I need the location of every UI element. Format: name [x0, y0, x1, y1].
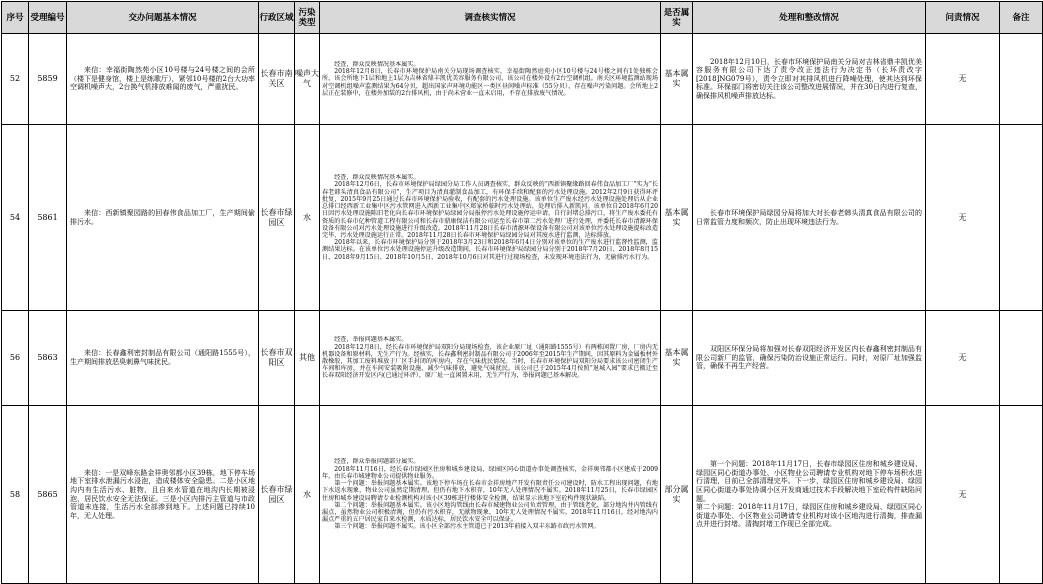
- table-row: [2, 125, 1043, 311]
- issue-text: 来信：一是双峰东路金祥奥邻都小区39栋，地下停车场地下室排水泄漏污水浸泡，造成楼体安全隐患。二是小区地沟内有生活污水、脏物，且自来水管道在地沟内长期被浸泡，居民饮水安全无法保证。三是小区内排污主管道与市政管道未连接，生活污水全部渗到地下。上述问题已持续10年，无人处理。: [70, 468, 255, 520]
- cell-verified: 部分属实: [661, 406, 693, 584]
- table-row: [2, 311, 1043, 406]
- handling-text: 长春市环境保护局绿园分局将加大对长春老韩头清真食品有限公司的日常监管力度和频次，防止出现环境违法行为。: [696, 208, 922, 226]
- handling-text: 双阳区环保分局将加强对长春双阳经济开发区内长春鑫利密封制品有限公司新厂的监管，确保污染防治设施正常运行。同时，对原厂址加强监管，确保不再生产经营。: [696, 345, 922, 371]
- cell-accept-no: 5861: [29, 125, 67, 311]
- cell-handling: [693, 406, 926, 584]
- investigation-paragraph: 2018年11月16日，经长春市绿园区住房和城乡建设局、绿园区同心街道办事处调查核实，金祥奥邻都小区建成于2009年，由长春市城建物业公司提供物业服务。: [322, 465, 658, 480]
- header-pollution-type: 污染类型: [295, 2, 320, 34]
- investigation-paragraph: 第一个问题：举报问题基本属实。该地下停车场在长春市金祥房地产开发有限责任公司建设时，防水工程出现问题，有地下水返水现象，物业公司虽然定期清理，但仍有地下水积存，10年无人处理情况不属实。2018年11月25日，长春市绿园区住房和城乡建设局聘请专业检测机构对该小区39栋进行楼体安全检测，结果显示该地下室砼构件现状缺陷。: [322, 480, 658, 502]
- header-accountability: 问责情况: [926, 2, 1000, 34]
- cell-pollution-type: 其他: [295, 311, 320, 406]
- cell-no: 58: [2, 406, 29, 584]
- cell-district: 长春市双阳区: [259, 311, 295, 406]
- cell-remark: [1000, 34, 1043, 125]
- cell-handling: [693, 34, 926, 125]
- cell-accountability: 无: [926, 125, 1000, 311]
- cell-investigation: [320, 34, 661, 125]
- cell-investigation: [320, 406, 661, 584]
- cell-verified: 基本属实: [661, 34, 693, 125]
- header-handling: 处理和整改情况: [693, 2, 926, 34]
- cell-investigation: [320, 125, 661, 311]
- header-district: 行政区域: [259, 2, 295, 34]
- table-row: [2, 34, 1043, 125]
- cell-accept-no: 5859: [29, 34, 67, 125]
- issue-text: 来信：幸福街陶然苑小区10号楼与24号楼之间的会所（楼下是健身馆，楼上是练歌厅），紧邻10号楼的2台大功率空调机噪声大，2台换气机排放难闻的废气，严重扰民。: [70, 66, 255, 92]
- cell-pollution-type: 噪声大气: [295, 34, 320, 125]
- cell-issue: [67, 125, 259, 311]
- investigation-paragraph: 2018年12月8日，长春市环境保护局南关分局现场调查核实，幸福街陶然庭苑小区10号楼与24号楼之间有1处独栋会所，该会所地下1层和地上1层为吉林省鼎丰凯优美容服务有限公司，该公司在楼外设有2台空调机组。南关区环境监测站现场对空调机组噪声监测结果为64分贝，超出国家声环境功能区一类区昼间噪声标准（55分贝），存在噪声污染问题。会所地上2层正在装修中，在楼外加装的2台排风机，由于尚未营业一直未启用，不存在排放废气情况。: [322, 68, 658, 97]
- cell-handling: [693, 125, 926, 311]
- header-investigation: 调查核实情况: [320, 2, 661, 34]
- cell-pollution-type: 水: [295, 125, 320, 311]
- issue-text: 来信：西新镇聚园路的回春伟食品加工厂，生产期间偷排污水。: [70, 208, 255, 226]
- header-remark: 备注: [1000, 2, 1043, 34]
- complaint-table: [1, 1, 1043, 584]
- cell-issue: [67, 34, 259, 125]
- cell-issue: [67, 311, 259, 406]
- cell-no: 56: [2, 311, 29, 406]
- cell-accountability: 无: [926, 311, 1000, 406]
- handling-text: 第一个问题：2018年11月17日，长春市绿园区住房和城乡建设局、绿园区同心街道办事处、小区物业公司聘请专业机构对地下停车场积水进行清理，目前已全部清理完毕。下一步，绿园区住房和城乡建设局、绿园区同心街道办事处协调小区开发商通过技术手段解决地下室砼构件缺陷问题。 第二个问题：2018年11月17日，绿园区住房和城乡建设局、绿园区同心街道办事处、小区物业公司聘请专业机构对该小区地沟进行清掏，排查漏点并进行封堵。清掏封堵工作现已全部完成。: [696, 460, 922, 529]
- investigation-paragraph: 经查，群众举报问题部分属实。: [334, 458, 420, 466]
- cell-accountability: 无: [926, 406, 1000, 584]
- handling-text: 2018年12月10日，长春市环境保护局南关分局对吉林省鼎丰凯优美容服务有限公司下达了责令改正违法行为决定书（长环责改字[2018]NG079号），责令立即对其排风机进行降噪处理，使其达到环保标准。环保部门将密切关注该公司整改进展情况，并在30日内进行复查，确保排风机噪声排放达标。: [696, 57, 922, 100]
- cell-investigation: [320, 311, 661, 406]
- cell-accountability: 无: [926, 34, 1000, 125]
- cell-pollution-type: 水: [295, 406, 320, 584]
- investigation-paragraph: 第二个问题：举报问题基本属实。该小区地沟管线由长春市城建物业公司负责管理，由于管线老化，部分地沟井内管线有漏点，虽然物业公司积极清淘，但仍有污水积存，无献物现象，10年无人处理情况不属实。2018年11月16日，经对地沟内漏点严重的五户居民家自来水检测，水质达标，居民饮水安全可以保证。: [322, 501, 658, 524]
- header-verified: 是否属实: [661, 2, 693, 34]
- investigation-paragraph: 经查，群众反映情况基本属实。: [334, 174, 420, 182]
- cell-accept-no: 5865: [29, 406, 67, 584]
- cell-verified: 基本属实: [661, 125, 693, 311]
- header-issue: 交办问题基本情况: [67, 2, 259, 34]
- cell-district: 长春市绿园区: [259, 125, 295, 311]
- header-row: [2, 2, 1043, 34]
- cell-issue: [67, 406, 259, 584]
- cell-no: 54: [2, 125, 29, 311]
- cell-accept-no: 5863: [29, 311, 67, 406]
- investigation-paragraph: 第三个问题：举报问题不属实。该小区全部污水主管道已于2013年前接入双丰东路市政污水管网。: [334, 523, 600, 531]
- investigation-paragraph: 2018年12月6日，长春市环境保护局绿园分局工作人员调查核实，群众反映的“西新镇聚缘路回春伟食品加工厂”实为“长春老韩头清真食品有限公司”，生产项目为清真灌制食品加工，有环保手续和配套的污水处理设施。2012年2月9日获得环评批复，2015年9月25日通过长春市环境保护局验收，有配套的污水处理设施。该单位生产废水经污水处理设施处理后从企业总排口经西新工业集中区污水管网进入西新工业集中区郑家桥临时污水处理站，处理后排入新凯河。该单位自2018年6月20日因污水处理设施陈旧老化向长春市环境保护局绿园分局报停污水处理设施停运申请，自行封堵总排污口，将生产废水委托有资质的长春市亿种管道工程有限公司和长春市鼎康保洁有限公司运至长春市第二污水处理厂进行处理，并委托长春市清源环保设备有限公司对污水处理设施进行升级改造。2018年11月28日长春市清源环保设备有限公司对该单位污水处理设施提标改造完毕，污水处理设施运行正常。2018年11月28日长春市环境保护局绿园分局对其废水进行监测，达标排放。: [322, 181, 658, 239]
- header-accept-no: 受理编号: [29, 2, 67, 34]
- cell-no: 52: [2, 34, 29, 125]
- investigation-paragraph: 2018年以来，长春市环境保护局分别于2018年3月23日和2018年6月4日分别对该单位的生产废水进行监督性监测，监测结果达标。在该单位污水处理设施停运升级改造期间，长春市环境保护局绿园分局分别于2018年7月20日、2018年8月15日、2018年9月15日、2018年10月5日、2018年10月6日对其进行过现场检查，未发现环境违法行为，无偷排污水行为。: [322, 239, 658, 261]
- investigation-paragraph: 经查，群众反映情况基本属实。: [334, 60, 420, 68]
- cell-verified: 基本属实: [661, 311, 693, 406]
- cell-remark: [1000, 311, 1043, 406]
- investigation-paragraph: 经查，举报问题基本属实。: [334, 336, 408, 344]
- cell-district: 长春市绿园区: [259, 406, 295, 584]
- investigation-paragraph: 2018年12月8日，经长春市环境保护局双阳分局现场检查，该企业原厂址（通阳路1555号）有两栋闲置厂房，厂房内无机器设备和原材料，无生产行为。经核实，长春鑫利密封制品有限公司于2006年至2015年生产期间，因其原料为金属板材外散橡胶，其加工废料堆放于厂区手封闭的库房内，存在气味扰民情况。当时，长春市环境保护局双阳分局要求该公司密闭生产车间和库房，并在车间安装吸附设施，减少气味排放，避免气味扰民。该公司已于2015年4月按照“退城入园”要求已搬迁至长春双阳经济开发区内(已通过环评），原厂址一直闲置未用，无生产行为，举报问题已基本解决。: [322, 343, 658, 380]
- cell-remark: [1000, 125, 1043, 311]
- header-no: 序号: [2, 2, 29, 34]
- issue-text: 来信：长春鑫利密封制品有限公司（通阳路1555号），生产期间排放恶臭刺鼻气味扰民。: [70, 349, 255, 366]
- cell-handling: [693, 311, 926, 406]
- table-row: [2, 406, 1043, 584]
- cell-remark: [1000, 406, 1043, 584]
- cell-district: 长春市南关区: [259, 34, 295, 125]
